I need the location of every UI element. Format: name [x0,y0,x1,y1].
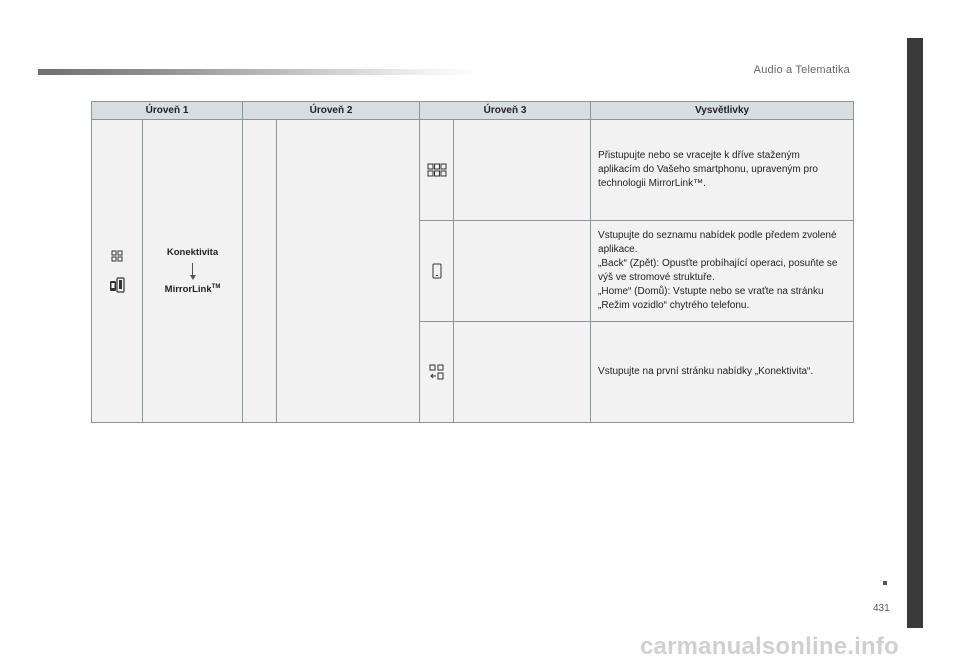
table-row [92,120,854,221]
explanation-text: Vstupujte na první stránku nabídky „Konektivita“. [591,322,854,423]
back-to-connectivity-icon [429,364,445,380]
column-header-explanation: Vysvětlivky [591,102,854,120]
explanation-text: Vstupujte do seznamu nabídek podle předem zvolené aplikace. „Back“ (Zpět): Opusťte probíhající operaci, posuňte se výš ve stromové struktuře. „Home“ (Domů): Vstupte nebo se vraťte na stránku „Režim vozidlo“ chytrého telefonu. [591,221,854,322]
level2-label-cell [277,120,420,423]
column-header-level2: Úroveň 2 [243,102,420,120]
level2-icon-cell [243,120,277,423]
level3-icon-cell [420,120,454,221]
phone-icon [432,263,442,279]
chapter-tab-bar [907,38,923,628]
level3-icon-cell [420,221,454,322]
menu-table [91,101,854,423]
mirrorlink-label: MirrorLink [164,284,212,296]
header-rule [38,69,478,75]
connectivity-label: Konektivita [166,246,219,258]
column-header-level1: Úroveň 1 [92,102,243,120]
explanation-text: Přistupujte nebo se vracejte k dříve staženým aplikacím do Vašeho smartphonu, upraveným pro technologii MirrorLink™. [591,120,854,221]
level1-label-cell: Konektivita MirrorLink™ [143,120,243,423]
mirrorlink-icon [109,277,125,293]
level3-icon-cell [420,322,454,423]
page-marker [883,581,887,585]
column-header-level3: Úroveň 3 [420,102,591,120]
grid-apps-icon [427,163,447,177]
arrow-down-icon [192,263,193,275]
connectivity-icon [111,250,123,262]
section-title: Audio a Telematika [753,64,850,76]
watermark: carmanualsonline.info [640,633,899,660]
page-number: 431 [873,603,890,614]
table-header-row [92,102,854,120]
level1-icon-cell [92,120,143,423]
